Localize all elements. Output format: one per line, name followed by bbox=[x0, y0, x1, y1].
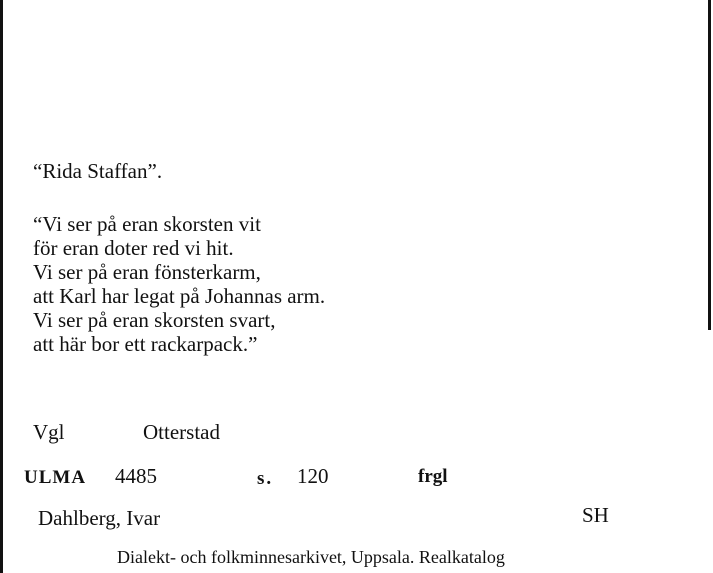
verse-block bbox=[33, 212, 325, 356]
ulma-label: ULMA bbox=[24, 467, 87, 488]
region-label: Vgl bbox=[33, 420, 65, 444]
verse-line: “Vi ser på eran skorsten vit bbox=[33, 212, 261, 236]
verse-line: att här bor ett rackarpack.” bbox=[33, 332, 258, 356]
verse-line: för eran doter red vi hit. bbox=[33, 236, 234, 260]
verse-line: Vi ser på eran skorsten svart, bbox=[33, 308, 276, 332]
verse-line: Vi ser på eran fönsterkarm, bbox=[33, 260, 261, 284]
archive-footer: Dialekt- och folkminnesarkivet, Uppsala. Realkatalog bbox=[117, 547, 505, 567]
verse-line: att Karl har legat på Johannas arm. bbox=[33, 284, 326, 308]
page-label: s. bbox=[257, 468, 274, 489]
card-title: “Rida Staffan”. bbox=[33, 159, 163, 183]
recorder-initials: SH bbox=[582, 503, 609, 527]
page-number: 120 bbox=[297, 464, 329, 488]
ulma-number: 4485 bbox=[115, 464, 157, 488]
card-left-border bbox=[0, 0, 3, 573]
collector-name: Dahlberg, Ivar bbox=[38, 506, 161, 530]
category-label: frgl bbox=[418, 466, 448, 487]
card-right-border bbox=[708, 0, 711, 330]
place-label: Otterstad bbox=[143, 420, 220, 444]
